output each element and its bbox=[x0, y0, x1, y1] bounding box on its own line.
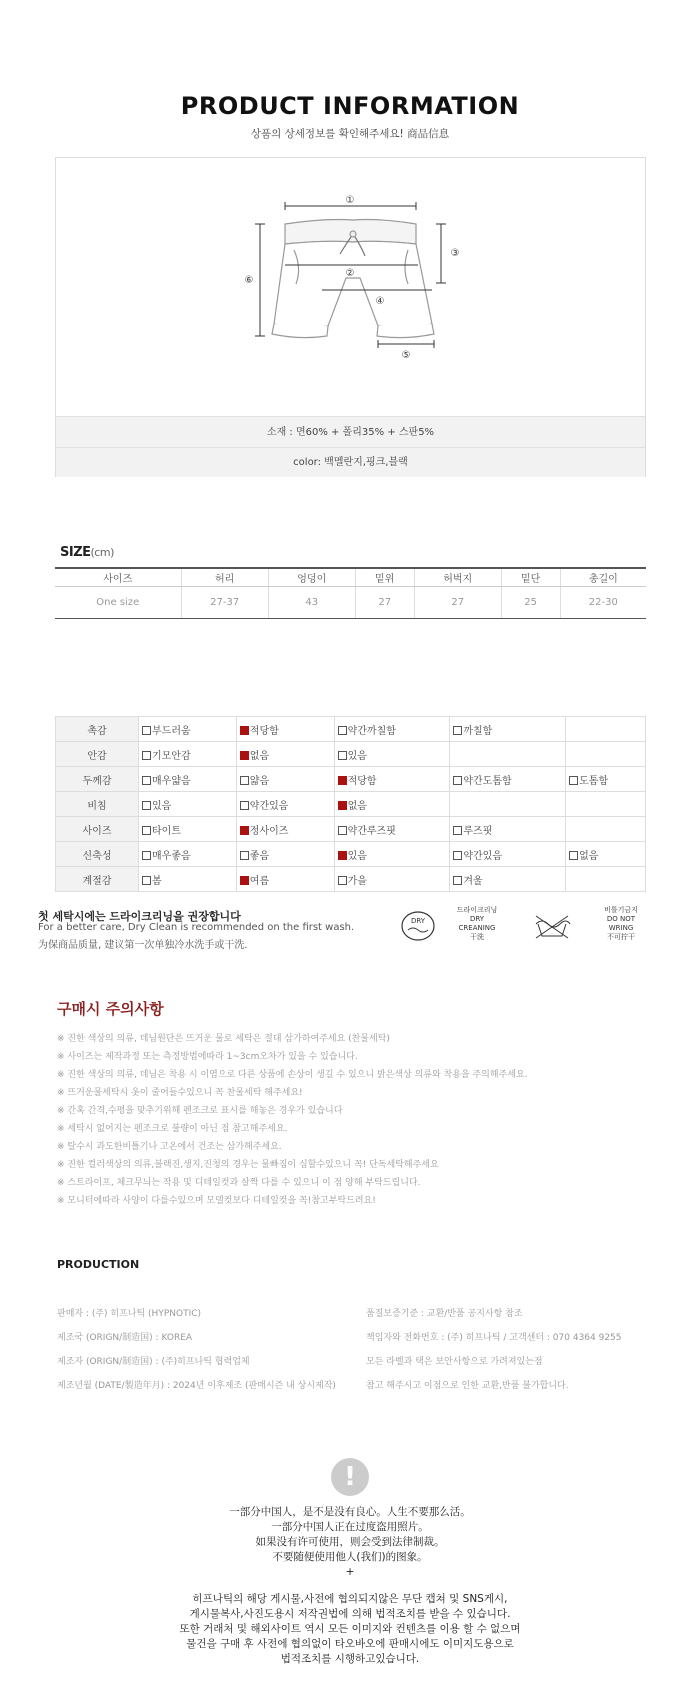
production-item: 제조국 (ORIGN/制造国) : KOREA bbox=[57, 1333, 193, 1343]
unchecked-box-icon bbox=[338, 726, 347, 735]
feel-option-label: 없음 bbox=[249, 750, 270, 762]
feel-label: 촉감 bbox=[56, 717, 139, 742]
caution-item: ※ 간혹 간격,수평을 맞추기위해 펜조크로 표시를 해놓은 경우가 있습니다 bbox=[57, 1106, 343, 1116]
checked-box-icon bbox=[240, 876, 249, 885]
feel-option-cell bbox=[566, 792, 646, 817]
checked-box-icon bbox=[338, 801, 347, 810]
feel-option-cell bbox=[566, 842, 646, 867]
unchecked-box-icon bbox=[142, 776, 151, 785]
no-wring-line-3: WRING bbox=[608, 924, 634, 932]
unchecked-box-icon bbox=[338, 826, 347, 835]
feel-option-label: 약간있음 bbox=[249, 800, 289, 812]
color-row: color: 백멜란지,핑크,블랙 bbox=[56, 447, 645, 477]
feel-option-label: 가을 bbox=[347, 875, 367, 887]
feel-option-cell bbox=[566, 867, 646, 892]
feel-option-cell bbox=[236, 742, 334, 767]
feel-option-label: 약간도톰함 bbox=[463, 775, 512, 787]
feel-option-cell bbox=[334, 742, 450, 767]
size-title-text: SIZE bbox=[60, 545, 91, 560]
feel-option-cell bbox=[450, 792, 566, 817]
feel-option-cell bbox=[139, 717, 237, 742]
shorts-measurement-diagram bbox=[56, 158, 645, 416]
feel-option-label: 정사이즈 bbox=[249, 825, 289, 837]
caution-item: ※ 스트라이프, 체크무늬는 작용 및 디테일컷과 살짝 다를 수 있으니 이 점 양해 부탁드립니다. bbox=[57, 1178, 421, 1188]
notice-kr-line: 히프나틱의 해당 게시물,사전에 협의되지않은 무단 캡쳐 및 SNS게시, bbox=[192, 1593, 508, 1605]
notice-kr-line: 또한 거래처 및 해외사이트 역시 모든 이미지와 컨텐츠를 이용 할 수 없으며 bbox=[179, 1623, 521, 1635]
caution-item: ※ 진한 색상의 의류, 데님원단은 뜨거운 물로 세탁은 절대 삼가하여주세요 (찬물세탁) bbox=[57, 1034, 390, 1044]
feel-option-label: 있음 bbox=[347, 850, 367, 862]
feel-option-label: 없음 bbox=[347, 800, 367, 812]
unchecked-box-icon bbox=[142, 876, 151, 885]
no-wring-line-4: 不可拧干 bbox=[607, 933, 635, 941]
dry-icon bbox=[398, 910, 438, 945]
feel-option-cell bbox=[139, 867, 237, 892]
size-header-cell: 허벅지 bbox=[414, 568, 501, 586]
feel-option-label: 매우얇음 bbox=[152, 775, 191, 787]
caution-item: ※ 사이즈는 제작과정 또는 측정방법에따라 1~3cm오차가 있을 수 있습니다. bbox=[57, 1052, 358, 1062]
caution-item: ※ 뜨거운물세탁시 옷이 줄어들수있으니 꼭 찬물세탁 해주세요! bbox=[57, 1088, 303, 1098]
production-item: 판매자 : (주) 히프나틱 (HYPNOTIC) bbox=[57, 1309, 202, 1319]
feel-label: 사이즈 bbox=[56, 817, 139, 842]
feel-option-label: 적당함 bbox=[249, 725, 279, 737]
feel-option-cell bbox=[139, 842, 237, 867]
unchecked-box-icon bbox=[142, 851, 151, 860]
marker-6: ⑥ bbox=[244, 275, 254, 286]
feel-option-label: 겨울 bbox=[463, 875, 483, 887]
checked-box-icon bbox=[240, 751, 249, 760]
feel-option-label: 봄 bbox=[152, 875, 162, 887]
unchecked-box-icon bbox=[142, 726, 151, 735]
feel-option-cell bbox=[139, 767, 237, 792]
caution-item: ※ 진한 색상의 의류, 데님은 착용 시 이염으로 다른 상품에 손상이 생길 수 있으니 밝은색상 의류와 착용을 주의해주세요. bbox=[57, 1070, 528, 1080]
dry-icon-label: DRY bbox=[410, 917, 426, 925]
feel-row bbox=[56, 842, 646, 867]
dry-cleaning-icon bbox=[452, 906, 502, 942]
notice-cn-line: 一部分中国人，是不是没有良心。人生不要那么活。 bbox=[229, 1506, 471, 1518]
feel-option-label: 여름 bbox=[249, 875, 270, 887]
unchecked-box-icon bbox=[453, 826, 462, 835]
no-handwash-icon bbox=[530, 912, 574, 943]
feel-option-label: 도톰함 bbox=[579, 775, 609, 787]
production-title: PRODUCTION bbox=[57, 1258, 140, 1271]
size-cell: 25 bbox=[501, 586, 560, 618]
notice-cn-line: 一部分中国人正在过度盗用照片。 bbox=[271, 1521, 429, 1533]
production-right-column bbox=[366, 1302, 686, 1398]
marker-5: ⑤ bbox=[401, 350, 411, 361]
table-row bbox=[55, 586, 646, 618]
feel-option-cell bbox=[334, 792, 450, 817]
marker-1: ① bbox=[345, 195, 355, 206]
warning-icon: ! bbox=[331, 1458, 369, 1496]
dry-cleaning-line-3: CREANING bbox=[458, 924, 496, 932]
production-left-column bbox=[57, 1302, 357, 1398]
size-cell: 27 bbox=[414, 586, 501, 618]
feel-option-cell bbox=[236, 842, 334, 867]
no-wring-line-2: DO NOT bbox=[606, 915, 636, 923]
unchecked-box-icon bbox=[240, 776, 249, 785]
marker-3: ③ bbox=[450, 248, 460, 259]
feel-option-label: 약간루즈핏 bbox=[347, 825, 396, 837]
notice-kr-line: 법적조치를 시행하고있습니다. bbox=[280, 1653, 420, 1665]
unchecked-box-icon bbox=[453, 726, 462, 735]
fabric-feel-table bbox=[55, 716, 646, 892]
unchecked-box-icon bbox=[453, 851, 462, 860]
size-header-cell: 엉덩이 bbox=[268, 568, 355, 586]
production-item: 제조자 (ORIGN/制造国) : (주)히프나틱 협력업체 bbox=[57, 1357, 250, 1367]
unchecked-box-icon bbox=[569, 776, 578, 785]
feel-option-cell bbox=[566, 717, 646, 742]
feel-label: 비침 bbox=[56, 792, 139, 817]
notice-kr-line: 물건을 구매 후 사전에 협의없이 타오바오에 판매시에도 이미지도용으로 bbox=[186, 1638, 514, 1650]
feel-option-cell bbox=[139, 817, 237, 842]
feel-option-cell bbox=[566, 742, 646, 767]
feel-row bbox=[56, 767, 646, 792]
no-wring-icon bbox=[596, 906, 646, 942]
feel-option-label: 없음 bbox=[579, 850, 599, 862]
checked-box-icon bbox=[240, 726, 249, 735]
production-item: 책임자와 전화번호 : (주) 히프나틱 / 고객센터 : 070 4364 9255 bbox=[366, 1333, 622, 1343]
feel-row bbox=[56, 867, 646, 892]
page-title: PRODUCT INFORMATION bbox=[180, 92, 520, 120]
unchecked-box-icon bbox=[240, 801, 249, 810]
feel-option-label: 매우좋음 bbox=[152, 850, 191, 862]
feel-label: 계절감 bbox=[56, 867, 139, 892]
caution-item: ※ 탈수시 과도한비틀기나 고온에서 건조는 삼가해주세요. bbox=[57, 1142, 282, 1152]
feel-option-label: 기모안감 bbox=[152, 750, 191, 762]
page-subtitle: 상품의 상세정보를 확인해주세요! 商品信息 bbox=[250, 128, 450, 140]
feel-option-cell bbox=[450, 842, 566, 867]
feel-option-label: 있음 bbox=[152, 800, 172, 812]
dry-cleaning-line-2: DRY bbox=[469, 915, 485, 923]
feel-option-cell bbox=[334, 717, 450, 742]
no-wring-line-1: 비틀기금지 bbox=[604, 906, 638, 914]
copyright-notice-cn bbox=[0, 1505, 700, 1580]
size-table bbox=[55, 567, 646, 619]
size-header-cell: 허리 bbox=[181, 568, 268, 586]
feel-option-label: 좋음 bbox=[249, 850, 270, 862]
feel-option-label: 부드러움 bbox=[152, 725, 191, 737]
feel-option-cell bbox=[334, 817, 450, 842]
production-item: 참고 해주시고 이점으로 인한 교환,반품 불가합니다. bbox=[366, 1381, 569, 1391]
feel-option-cell bbox=[450, 742, 566, 767]
feel-option-label: 타이트 bbox=[152, 825, 181, 837]
unchecked-box-icon bbox=[453, 876, 462, 885]
feel-label: 신축성 bbox=[56, 842, 139, 867]
caution-item: ※ 모니터에따라 사양이 다를수있으며 모델컷보다 디테일컷을 꼭!참고부탁드려요! bbox=[57, 1196, 376, 1206]
size-header-cell: 총길이 bbox=[560, 568, 646, 586]
care-notice-en: For a better care, Dry Clean is recommended on the first wash. bbox=[38, 922, 355, 933]
size-header-cell: 밑단 bbox=[501, 568, 560, 586]
production-item: 모든 라벨과 택은 보안사항으로 가려져있는점 bbox=[366, 1357, 543, 1367]
feel-option-label: 적당함 bbox=[347, 775, 377, 787]
notice-kr-line: 게시물복사,사진도용시 저작권법에 의해 법적조치를 받을 수 있습니다. bbox=[189, 1608, 511, 1620]
feel-option-cell bbox=[450, 867, 566, 892]
checked-box-icon bbox=[338, 776, 347, 785]
feel-row bbox=[56, 717, 646, 742]
notice-cn-line: + bbox=[345, 1566, 355, 1578]
size-title bbox=[60, 545, 114, 560]
caution-list bbox=[57, 1030, 657, 1210]
marker-2: ② bbox=[345, 268, 355, 279]
dry-cleaning-line-4: 干洗 bbox=[470, 933, 484, 941]
unchecked-box-icon bbox=[240, 851, 249, 860]
feel-option-label: 까칠함 bbox=[463, 725, 493, 737]
size-cell: 27-37 bbox=[181, 586, 268, 618]
unchecked-box-icon bbox=[338, 876, 347, 885]
notice-cn-line: 不要随便使用他人(我们)的图象。 bbox=[272, 1551, 428, 1563]
unchecked-box-icon bbox=[569, 851, 578, 860]
size-unit: (cm) bbox=[90, 546, 114, 559]
feel-option-cell bbox=[450, 817, 566, 842]
size-cell: One size bbox=[55, 586, 181, 618]
caution-item: ※ 세탁시 없어지는 펜조크로 불량이 아닌 점 참고해주세요. bbox=[57, 1124, 288, 1134]
checked-box-icon bbox=[240, 826, 249, 835]
unchecked-box-icon bbox=[142, 751, 151, 760]
feel-option-cell bbox=[139, 792, 237, 817]
feel-option-cell bbox=[236, 767, 334, 792]
feel-row bbox=[56, 792, 646, 817]
feel-option-label: 약간있음 bbox=[463, 850, 502, 862]
size-header-cell: 사이즈 bbox=[55, 568, 181, 586]
material-row: 소재 : 면60% + 폴리35% + 스판5% bbox=[56, 416, 645, 447]
checked-box-icon bbox=[338, 851, 347, 860]
feel-option-label: 얇음 bbox=[249, 775, 270, 787]
unchecked-box-icon bbox=[142, 801, 151, 810]
feel-option-cell bbox=[236, 792, 334, 817]
feel-label: 안감 bbox=[56, 742, 139, 767]
feel-option-cell bbox=[450, 767, 566, 792]
caution-title: 구매시 주의사항 bbox=[57, 1000, 164, 1018]
feel-option-cell bbox=[334, 842, 450, 867]
copyright-notice-kr bbox=[0, 1592, 700, 1667]
feel-option-label: 루즈핏 bbox=[463, 825, 493, 837]
size-cell: 27 bbox=[355, 586, 414, 618]
caution-item: ※ 진한 컬러색상의 의류,블랙진,생지,진청의 경우는 물빠짐이 심할수있으니 꼭! 단독세탁해주세요 bbox=[57, 1160, 439, 1170]
size-header-row bbox=[55, 568, 646, 586]
unchecked-box-icon bbox=[142, 826, 151, 835]
feel-option-cell bbox=[450, 717, 566, 742]
feel-row bbox=[56, 817, 646, 842]
feel-option-cell bbox=[139, 742, 237, 767]
product-info-box bbox=[55, 157, 646, 477]
feel-row bbox=[56, 742, 646, 767]
feel-option-cell bbox=[236, 867, 334, 892]
dry-cleaning-line-1: 드라이크리닝 bbox=[456, 906, 498, 914]
marker-4: ④ bbox=[375, 296, 385, 307]
feel-option-label: 약간까칠함 bbox=[347, 725, 396, 737]
unchecked-box-icon bbox=[453, 776, 462, 785]
feel-option-cell bbox=[566, 767, 646, 792]
feel-option-cell bbox=[566, 817, 646, 842]
production-item: 제조년월 (DATE/製造年月) : 2024년 이후제조 (판매시즌 내 상시제작) bbox=[57, 1381, 336, 1391]
feel-option-label: 있음 bbox=[347, 750, 367, 762]
size-cell: 22-30 bbox=[560, 586, 646, 618]
feel-option-cell bbox=[334, 767, 450, 792]
production-item: 품질보증기준 : 교환/반품 공지사항 참조 bbox=[366, 1309, 523, 1319]
care-notice-main: 첫 세탁시에는 드라이크리닝을 권장합니다 bbox=[38, 910, 241, 923]
feel-option-cell bbox=[334, 867, 450, 892]
notice-cn-line: 如果没有许可使用，则会受到法律制裁。 bbox=[255, 1536, 445, 1548]
feel-option-cell bbox=[236, 817, 334, 842]
size-cell: 43 bbox=[268, 586, 355, 618]
unchecked-box-icon bbox=[338, 751, 347, 760]
feel-label: 두께감 bbox=[56, 767, 139, 792]
size-header-cell: 밑위 bbox=[355, 568, 414, 586]
feel-option-cell bbox=[236, 717, 334, 742]
care-notice-cn: 为保商品质量, 建议第一次单独冷水洗手或干洗. bbox=[38, 940, 248, 951]
